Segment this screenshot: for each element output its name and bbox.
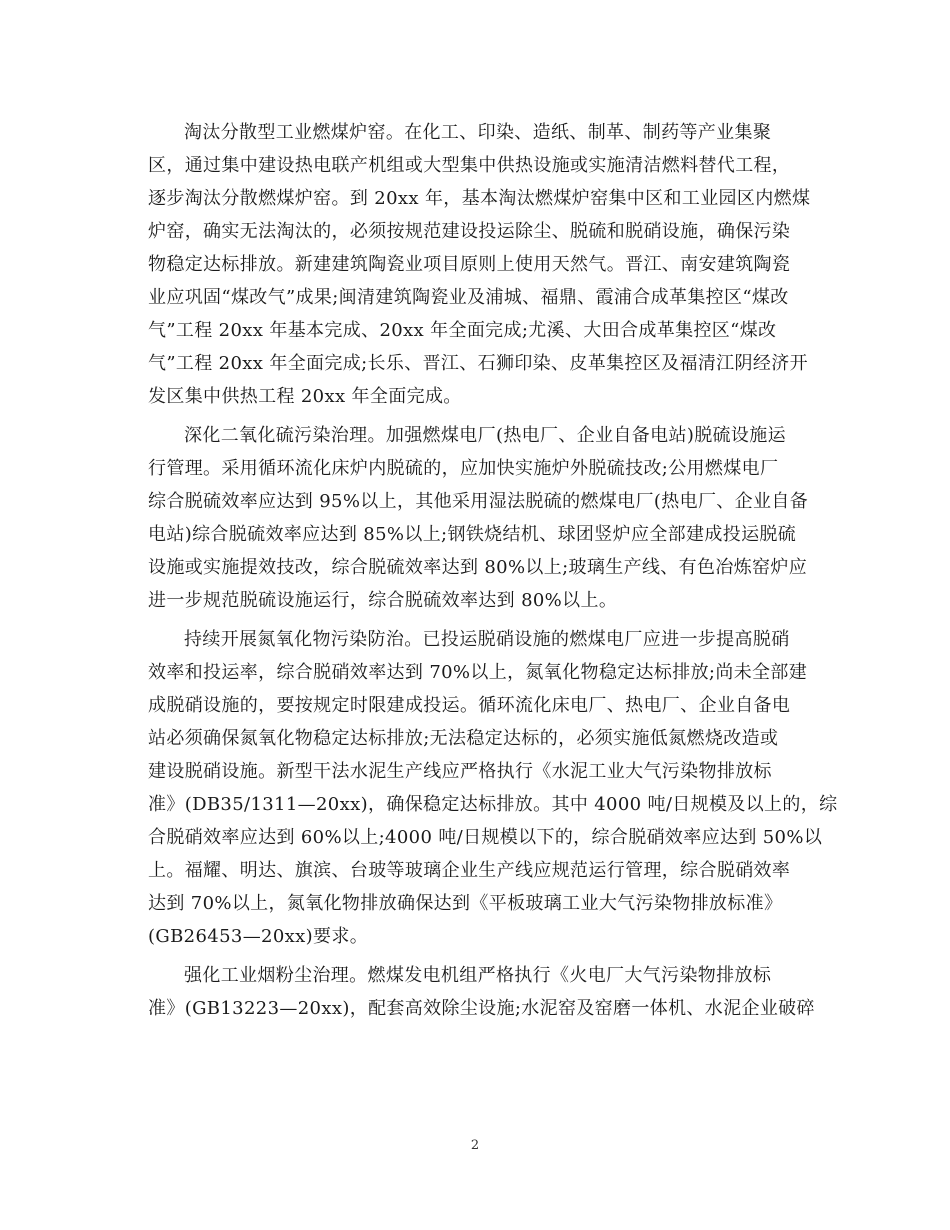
text-line: 效率和投运率，综合脱硝效率达到 70%以上，氮氧化物稳定达标排放;尚未全部建 [148, 662, 808, 683]
paragraph-industrial-kilns [148, 116, 811, 413]
text-line: 上。福耀、明达、旗滨、台玻等玻璃企业生产线应规范运行管理，综合脱硝效率 [148, 860, 791, 881]
paragraph-sulfur-dioxide [148, 419, 809, 617]
text-line: 成脱硝设施的，要按规定时限建成投运。循环流化床电厂、热电厂、企业自备电 [148, 695, 791, 716]
page-number: 2 [470, 1138, 480, 1153]
text-line: 业应巩固“煤改气”成果;闽清建筑陶瓷业及浦城、福鼎、霞浦合成革集控区“煤改 [148, 287, 789, 308]
text-line: 气”工程 20xx 年基本完成、20xx 年全面完成;尤溪、大田合成革集控区“煤改 [148, 320, 777, 341]
text-line: 设施或实施提效技改，综合脱硫效率达到 80%以上;玻璃生产线、有色冶炼窑炉应 [148, 557, 808, 578]
text-line: 进一步规范脱硫设施运行，综合脱硫效率达到 80%以上。 [148, 590, 618, 611]
text-line: 深化二氧化硫污染治理。加强燃煤电厂(热电厂、企业自备电站)脱硫设施运 [184, 425, 786, 446]
paragraph-nitrogen-oxides [148, 623, 838, 953]
text-line: 行管理。采用循环流化床炉内脱硫的，应加快实施炉外脱硫技改;公用燃煤电厂 [148, 458, 779, 479]
text-line: 气”工程 20xx 年全面完成;长乐、晋江、石狮印染、皮革集控区及福清江阴经济开 [148, 353, 808, 374]
text-line: (GB26453—20xx)要求。 [148, 926, 369, 947]
text-line: 持续开展氮氧化物污染防治。已投运脱硝设施的燃煤电厂应进一步提高脱硝 [184, 629, 790, 650]
text-line: 逐步淘汰分散燃煤炉窑。到 20xx 年，基本淘汰燃煤炉窑集中区和工业园区内燃煤 [148, 188, 811, 209]
text-line: 建设脱硝设施。新型干法水泥生产线应严格执行《水泥工业大气污染物排放标 [148, 761, 772, 782]
document-body [148, 116, 838, 1031]
text-line: 物稳定达标排放。新建建筑陶瓷业项目原则上使用天然气。晋江、南安建筑陶瓷 [148, 254, 791, 275]
text-line: 准》(DB35/1311—20xx)，确保稳定达标排放。其中 4000 吨/日规模及以上的，综 [148, 794, 838, 815]
text-line: 强化工业烟粉尘治理。燃煤发电机组严格执行《火电厂大气污染物排放标 [184, 965, 772, 986]
text-line: 准》(GB13223—20xx)，配套高效除尘设施;水泥窑及窑磨一体机、水泥企业破碎 [148, 998, 815, 1019]
text-line: 综合脱硫效率应达到 95%以上，其他采用湿法脱硫的燃煤电厂(热电厂、企业自备 [148, 491, 809, 512]
text-line: 区，通过集中建设热电联产机组或大型集中供热设施或实施清洁燃料替代工程， [148, 155, 791, 176]
text-line: 淘汰分散型工业燃煤炉窑。在化工、印染、造纸、制革、制药等产业集聚 [184, 122, 772, 143]
text-line: 达到 70%以上，氮氧化物排放确保达到《平板玻璃工业大气污染物排放标准》 [148, 893, 783, 914]
text-line: 发区集中供热工程 20xx 年全面完成。 [148, 386, 462, 407]
text-line: 站必须确保氮氧化物稳定达标排放;无法稳定达标的，必须实施低氮燃烧改造或 [148, 728, 779, 749]
text-line: 合脱硝效率应达到 60%以上;4000 吨/日规模以下的，综合脱硝效率应达到 50%以 [148, 827, 823, 848]
paragraph-dust-control [148, 959, 815, 1025]
text-line: 电站)综合脱硫效率应达到 85%以上;钢铁烧结机、球团竖炉应全部建成投运脱硫 [148, 524, 797, 545]
text-line: 炉窑，确实无法淘汰的，必须按规范建设投运除尘、脱硫和脱硝设施，确保污染 [148, 221, 791, 242]
